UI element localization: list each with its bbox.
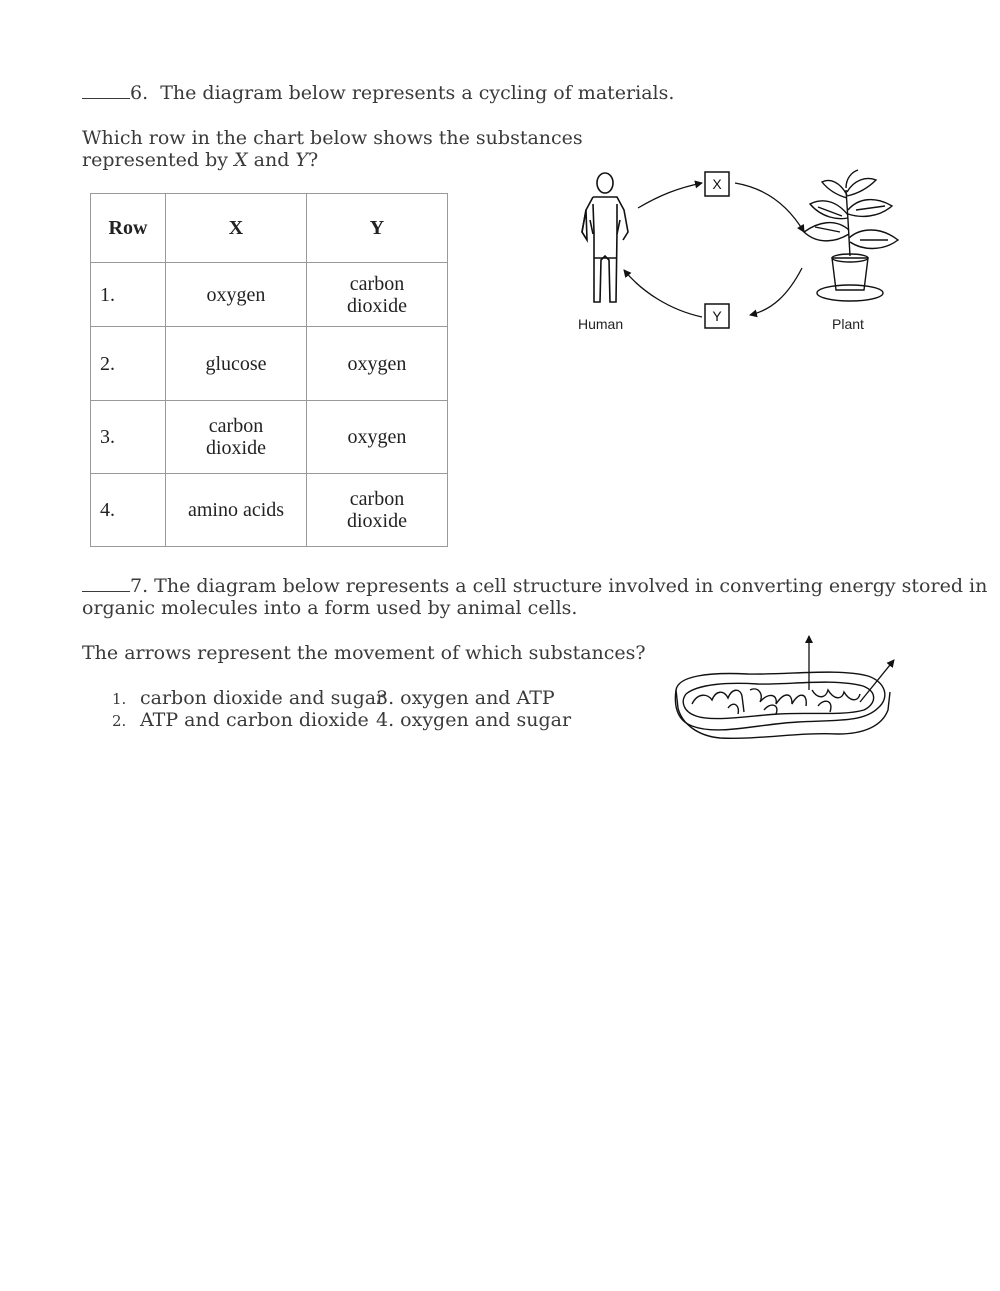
- mitochondrion-diagram: [668, 628, 908, 748]
- choice-4[interactable]: 4. oxygen and sugar: [376, 709, 572, 731]
- table-row: [91, 263, 448, 327]
- cell-text: dioxide: [347, 510, 407, 532]
- cell-text: dioxide: [206, 437, 266, 459]
- cell-text: dioxide: [347, 294, 407, 317]
- row-number: 4.: [91, 474, 166, 547]
- q7-question: The arrows represent the movement of which substances?: [82, 642, 646, 664]
- cell-text: carbon: [208, 415, 264, 437]
- human-label: Human: [578, 316, 624, 332]
- potted-plant-icon: [804, 170, 898, 301]
- arrow-y-to-human: [624, 270, 702, 317]
- cycle-diagram: [560, 160, 920, 345]
- cell-text: carbon: [349, 488, 405, 510]
- var-y: Y: [295, 149, 308, 171]
- cell-text: glucose: [205, 352, 267, 375]
- cell-x: [166, 401, 307, 474]
- choice-number: 2.: [112, 712, 127, 730]
- header-row: Row: [91, 194, 166, 263]
- cell-text: oxygen: [347, 426, 407, 448]
- row-number: 1.: [91, 263, 166, 327]
- human-figure-icon: [582, 173, 628, 302]
- answer-blank-q6[interactable]: [82, 82, 130, 99]
- mitochondrion-icon: [675, 672, 890, 738]
- cell-text: oxygen: [347, 352, 407, 375]
- q7-stem-line1: [82, 575, 987, 597]
- box-y-label: Y: [712, 308, 722, 324]
- q6-question-and: and: [247, 149, 296, 171]
- cell-x: [166, 474, 307, 547]
- q6-question-line1: Which row in the chart below shows the substances: [82, 127, 583, 149]
- q6-question-line2: [82, 149, 318, 171]
- cell-y: [307, 474, 448, 547]
- cell-y: [307, 327, 448, 401]
- table-row: [91, 401, 448, 474]
- arrow-plant-to-y: [750, 268, 802, 315]
- var-x: X: [234, 149, 248, 171]
- arrow-human-to-x: [638, 183, 702, 208]
- cell-text: amino acids: [187, 499, 285, 521]
- choice-1[interactable]: [112, 687, 385, 710]
- answer-chart-table: [90, 193, 448, 547]
- choice-3[interactable]: 3. oxygen and ATP: [376, 687, 555, 709]
- q7-stem-1: The diagram below represents a cell structure involved in converting energy stored in: [148, 575, 988, 597]
- table-header-row: [91, 194, 448, 263]
- cell-text: carbon: [349, 272, 405, 295]
- plant-label: Plant: [832, 316, 864, 332]
- header-y: Y: [307, 194, 448, 263]
- box-x-label: X: [712, 176, 722, 192]
- choice-number: 1.: [112, 690, 127, 708]
- row-number: 2.: [91, 327, 166, 401]
- table-row: [91, 474, 448, 547]
- q6-stem-line: [82, 82, 674, 104]
- arrow-x-to-plant: [735, 183, 804, 232]
- table-row: [91, 327, 448, 401]
- answer-blank-q7[interactable]: [82, 575, 130, 592]
- cell-x: [166, 263, 307, 327]
- q6-stem: The diagram below represents a cycling of materials.: [160, 82, 675, 104]
- q6-question-pre: represented by: [82, 149, 235, 171]
- choice-text: ATP and carbon dioxide: [140, 709, 369, 731]
- q6-number: 6.: [130, 82, 149, 104]
- cell-y: [307, 263, 448, 327]
- choice-2[interactable]: [112, 709, 369, 732]
- row-number: 3.: [91, 401, 166, 474]
- cell-text: oxygen: [206, 283, 266, 306]
- q7-stem-line2: organic molecules into a form used by animal cells.: [82, 597, 578, 619]
- cell-y: [307, 401, 448, 474]
- header-x: X: [166, 194, 307, 263]
- q6-question-end: ?: [307, 149, 319, 171]
- cell-x: [166, 327, 307, 401]
- choice-text: carbon dioxide and sugar: [140, 687, 386, 709]
- q7-number: 7.: [130, 575, 149, 597]
